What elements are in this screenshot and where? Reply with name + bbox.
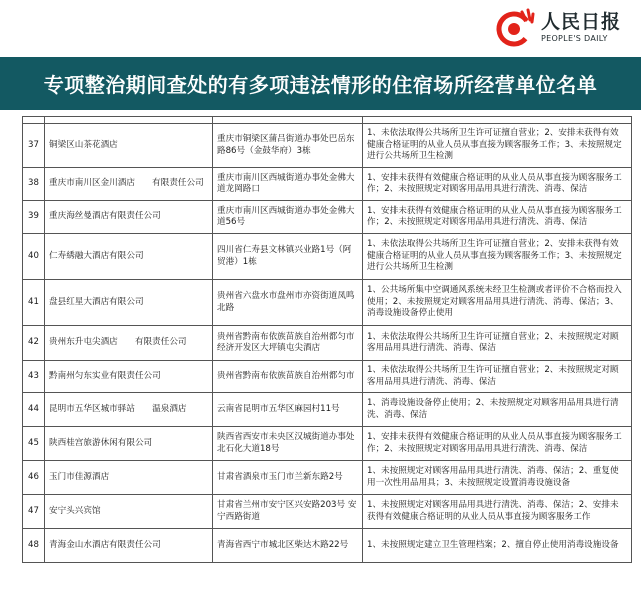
- table-row: [23, 495, 632, 529]
- row-number: 47: [23, 495, 45, 529]
- business-address: 贵州省黔南布依族苗族自治州都匀市: [213, 361, 363, 393]
- business-address: 甘肃省兰州市安宁区兴安路203号 安宁西路街道: [213, 495, 363, 529]
- violation-details: 1、未按照规定对顾客用品用具进行清洗、消毒、保洁；2、重复使用一次性用品用具；3、未按照规定设置消毒设施设备: [363, 461, 632, 495]
- table-row: [23, 124, 632, 168]
- violation-details: 1、安排未获得有效健康合格证明的从业人员从事直接为顾客服务工作；2、未按照规定对顾客用品用具进行清洗、消毒、保洁: [363, 168, 632, 201]
- business-address: 四川省仁寿县文林镇兴业路1号（阿贸港）1栋: [213, 234, 363, 280]
- business-name: 铜梁区山茶花酒店: [45, 124, 213, 168]
- row-number: 42: [23, 326, 45, 361]
- business-name: 重庆海丝曼酒店有限责任公司: [45, 201, 213, 234]
- row-number: 45: [23, 427, 45, 461]
- business-address: 重庆市南川区西城街道办事处金佛大道56号: [213, 201, 363, 234]
- business-name: 仁寿綉融大酒店有限公司: [45, 234, 213, 280]
- violation-details: 1、未依法取得公共场所卫生许可证擅自营业；2、安排未获得有效健康合格证明的从业人员从事直接为顾客服务工作；3、未按照规定进行公共场所卫生检测: [363, 124, 632, 168]
- table-row: [23, 529, 632, 563]
- table-row: [23, 117, 632, 124]
- violations-table-container: [22, 116, 631, 563]
- row-number: 43: [23, 361, 45, 393]
- business-name: 贵州东升屯尖酒店 有限责任公司: [45, 326, 213, 361]
- table-row: [23, 234, 632, 280]
- violation-details: 1、安排未获得有效健康合格证明的从业人员从事直接为顾客服务工作；2、未按照规定对顾客用品用具进行清洗、消毒、保洁: [363, 201, 632, 234]
- brand-subtitle: PEOPLE'S DAILY: [540, 34, 608, 43]
- top-bar: [0, 0, 641, 57]
- business-name: 盘县红星大酒店有限公司: [45, 280, 213, 326]
- violations-table: [22, 116, 632, 563]
- business-name: 陕西桂宫旅游休闲有限公司: [45, 427, 213, 461]
- table-row: [23, 393, 632, 427]
- row-number: 48: [23, 529, 45, 563]
- row-number: 38: [23, 168, 45, 201]
- violation-details: 1、未依法取得公共场所卫生许可证擅自营业；2、安排未获得有效健康合格证明的从业人员从事直接为顾客服务工作；3、未按照规定进行公共场所卫生检测: [363, 234, 632, 280]
- business-address: 青海省西宁市城北区柴达木路22号: [213, 529, 363, 563]
- page-title: 专项整治期间查处的有多项违法情形的住宿场所经营单位名单: [0, 57, 641, 110]
- violation-details: 1、未按照规定建立卫生管理档案；2、擅自停止使用消毒设施设备: [363, 529, 632, 563]
- violation-details: 1、未依法取得公共场所卫生许可证擅自营业；2、未按照规定对顾客用品用具进行清洗、消毒、保洁: [363, 326, 632, 361]
- table-row: [23, 168, 632, 201]
- business-name: 玉门市佳源酒店: [45, 461, 213, 495]
- business-address: 云南省昆明市五华区麻园村11号: [213, 393, 363, 427]
- business-name: 安宁头兴宾馆: [45, 495, 213, 529]
- business-name: 青海金山水酒店有限责任公司: [45, 529, 213, 563]
- brand-name: 人民日报: [540, 11, 621, 33]
- table-row: [23, 361, 632, 393]
- violation-details: 1、公共场所集中空调通风系统未经卫生检测或者评价不合格而投入使用；2、未按照规定对顾客用品用具进行清洗、消毒、保洁；3、消毒设施设备停止使用: [363, 280, 632, 326]
- business-address: 贵州省六盘水市盘州市亦资街道凤鸣北路: [213, 280, 363, 326]
- table-row: [23, 280, 632, 326]
- row-number: 39: [23, 201, 45, 234]
- violation-details: 1、安排未获得有效健康合格证明的从业人员从事直接为顾客服务工作；2、未按照规定对顾客用品用具进行清洗、消毒、保洁: [363, 427, 632, 461]
- violation-details: 1、消毒设施设备停止使用；2、未按照规定对顾客用品用具进行清洗、消毒、保洁: [363, 393, 632, 427]
- business-address: 甘肃省酒泉市玉门市兰新东路2号: [213, 461, 363, 495]
- row-number: 40: [23, 234, 45, 280]
- business-address: 重庆市铜梁区蒲吕街道办事处巴岳东路86号（金鼓华府）3栋: [213, 124, 363, 168]
- business-name: 黔南州匀东实业有限责任公司: [45, 361, 213, 393]
- row-number: 37: [23, 124, 45, 168]
- row-number: 46: [23, 461, 45, 495]
- business-address: 陕西省西安市未央区汉城街道办事处北石化大道18号: [213, 427, 363, 461]
- business-name: 昆明市五华区城市驿站 温泉酒店: [45, 393, 213, 427]
- table-row: [23, 461, 632, 495]
- violation-details: 1、未按照规定对顾客用品用具进行清洗、消毒、保洁；2、安排未获得有效健康合格证明的从业人员从事直接为顾客服务工作: [363, 495, 632, 529]
- at-sign-icon: [495, 8, 537, 48]
- business-address: 贵州省黔南布依族苗族自治州都匀市经济开发区大坪镇屯尖酒店: [213, 326, 363, 361]
- row-number: 44: [23, 393, 45, 427]
- peoples-daily-logo[interactable]: [495, 8, 621, 48]
- table-row: [23, 326, 632, 361]
- table-row: [23, 427, 632, 461]
- business-address: 重庆市南川区西城街道办事处金佛大道龙岡路口: [213, 168, 363, 201]
- row-number: 41: [23, 280, 45, 326]
- business-name: 重庆市南川区金川酒店 有限责任公司: [45, 168, 213, 201]
- table-row: [23, 201, 632, 234]
- violation-details: 1、未依法取得公共场所卫生许可证擅自营业；2、未按照规定对顾客用品用具进行清洗、消毒、保洁: [363, 361, 632, 393]
